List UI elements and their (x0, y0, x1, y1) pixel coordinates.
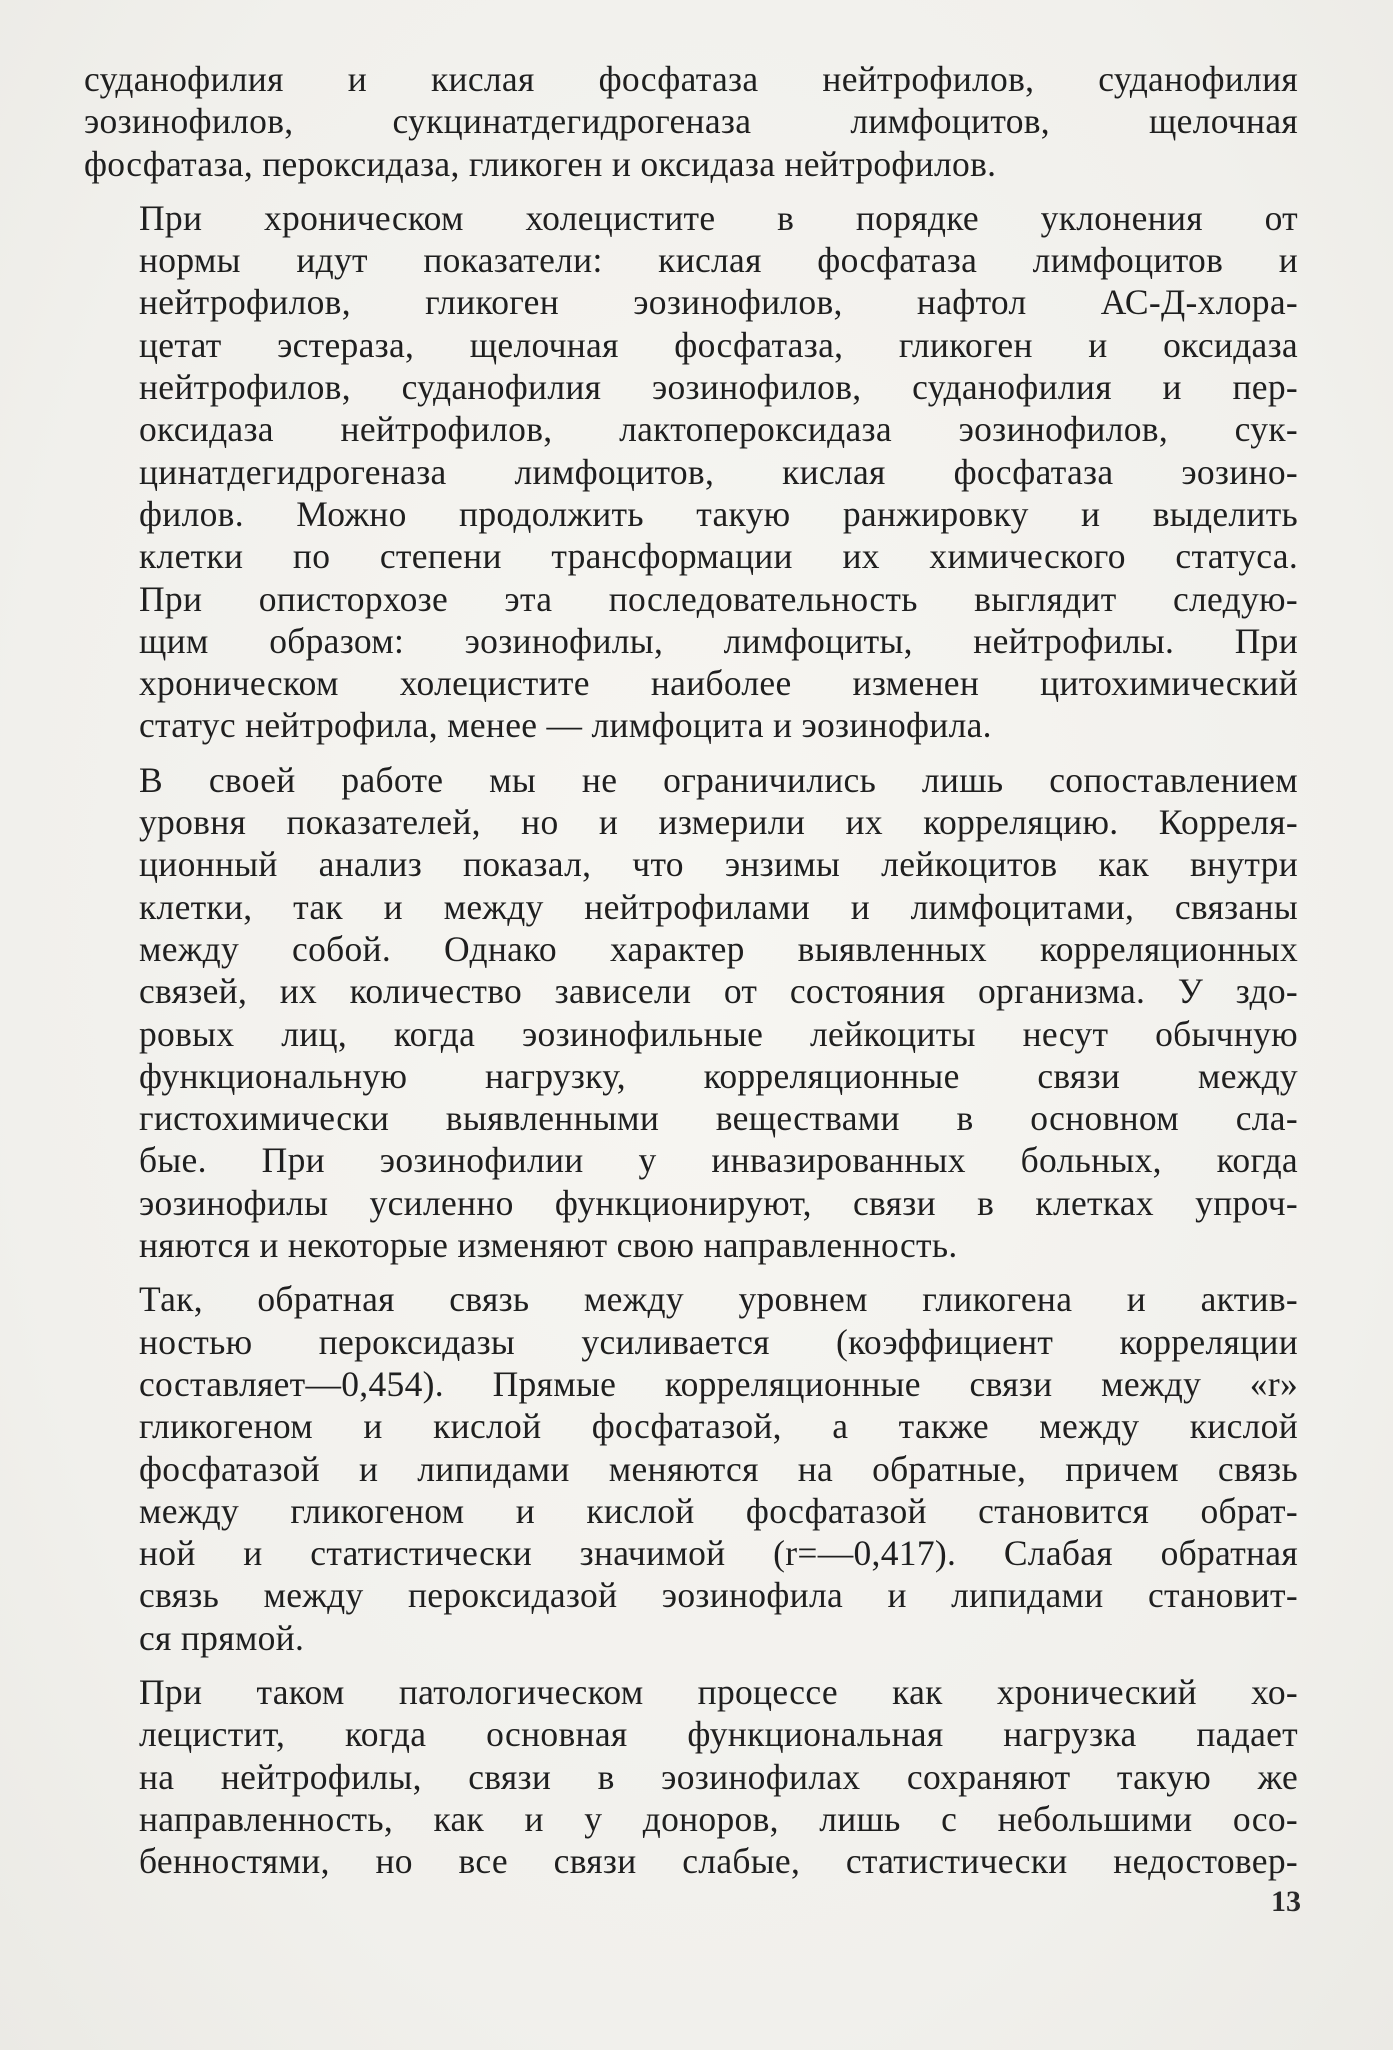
text-line: При описторхозе эта последовательность выглядит следую- (139, 578, 1298, 619)
text-line: на нейтрофилы, связи в эозинофилах сохраняют такую же (139, 1756, 1298, 1797)
text-line: ностью пероксидазы усиливается (коэффициент корреляции (139, 1321, 1298, 1362)
text-line: оксидаза нейтрофилов, лактопероксидаза эозинофилов, сук- (139, 409, 1298, 450)
text-line: между собой. Однако характер выявленных корреляционных (139, 928, 1298, 969)
body-text (84, 58, 1298, 1882)
text-line: хроническом холецистите наиболее изменен цитохимический (139, 663, 1298, 704)
paragraph (84, 58, 1298, 185)
text-line: клетки по степени трансформации их химического статуса. (139, 536, 1298, 577)
text-line: цетат эстераза, щелочная фосфатаза, гликоген и оксидаза (139, 324, 1298, 365)
text-line: нормы идут показатели: кислая фосфатаза лимфоцитов и (139, 240, 1298, 281)
text-line: лецистит, когда основная функциональная нагрузка падает (139, 1714, 1298, 1755)
text-line: цинатдегидрогеназа лимфоцитов, кислая фосфатаза эозино- (139, 451, 1298, 492)
paragraph (84, 1278, 1298, 1659)
text-line: нейтрофилов, суданофилия эозинофилов, суданофилия и пер- (139, 367, 1298, 408)
text-line: При таком патологическом процессе как хронический хо- (139, 1671, 1298, 1712)
text-line: связей, их количество зависели от состояния организма. У здо- (139, 971, 1298, 1012)
paragraph (84, 1671, 1298, 1882)
paragraph (84, 197, 1298, 747)
text-line: между гликогеном и кислой фосфатазой становится обрат- (139, 1490, 1298, 1531)
text-line: Так, обратная связь между уровнем гликогена и актив- (139, 1279, 1298, 1320)
text-line: няются и некоторые изменяют свою направленность. (139, 1225, 958, 1266)
text-line: В своей работе мы не ограничились лишь сопоставлением (139, 759, 1298, 800)
text-line: эозинофилов, сукцинатдегидрогеназа лимфоцитов, щелочная (84, 101, 1298, 142)
text-line: При хроническом холецистите в порядке уклонения от (139, 197, 1298, 238)
text-line: фосфатазой и липидами меняются на обратные, причем связь (139, 1448, 1298, 1489)
text-line: эозинофилы усиленно функционируют, связи в клетках упроч- (139, 1182, 1298, 1223)
text-line: фосфатаза, пероксидаза, гликоген и оксидаза нейтрофилов. (84, 143, 997, 184)
text-line: суданофилия и кислая фосфатаза нейтрофилов, суданофилия (84, 59, 1298, 99)
text-line: ционный анализ показал, что энзимы лейкоцитов как внутри (139, 844, 1298, 885)
text-line: ровых лиц, когда эозинофильные лейкоциты несут обычную (139, 1013, 1298, 1054)
page-number: 13 (1271, 1885, 1301, 1918)
text-line: гистохимически выявленными веществами в основном сла- (139, 1098, 1298, 1139)
paragraph (84, 759, 1298, 1267)
text-line: связь между пероксидазой эозинофила и липидами становит- (139, 1575, 1298, 1616)
text-line: функциональную нагрузку, корреляционные связи между (139, 1055, 1298, 1096)
text-line: составляет—0,454). Прямые корреляционные связи между «r» (139, 1363, 1298, 1404)
text-line: гликогеном и кислой фосфатазой, а также между кислой (139, 1406, 1298, 1447)
text-line: нейтрофилов, гликоген эозинофилов, нафтол АС-Д-хлора- (139, 282, 1298, 323)
text-line: ной и статистически значимой (r=—0,417). Слабая обратная (139, 1533, 1298, 1574)
text-line: филов. Можно продолжить такую ранжировку и выделить (139, 493, 1298, 534)
text-line: щим образом: эозинофилы, лимфоциты, нейтрофилы. При (139, 620, 1298, 661)
text-line: ся прямой. (139, 1617, 305, 1658)
text-line: бенностями, но все связи слабые, статистически недостовер- (139, 1841, 1298, 1882)
text-line: клетки, так и между нейтрофилами и лимфоцитами, связаны (139, 886, 1298, 927)
text-line: уровня показателей, но и измерили их корреляцию. Корреля- (139, 802, 1298, 843)
text-line: бые. При эозинофилии у инвазированных больных, когда (139, 1140, 1298, 1181)
text-line: статус нейтрофила, менее — лимфоцита и эозинофила. (139, 705, 992, 746)
text-line: направленность, как и у доноров, лишь с небольшими осо- (139, 1798, 1298, 1839)
